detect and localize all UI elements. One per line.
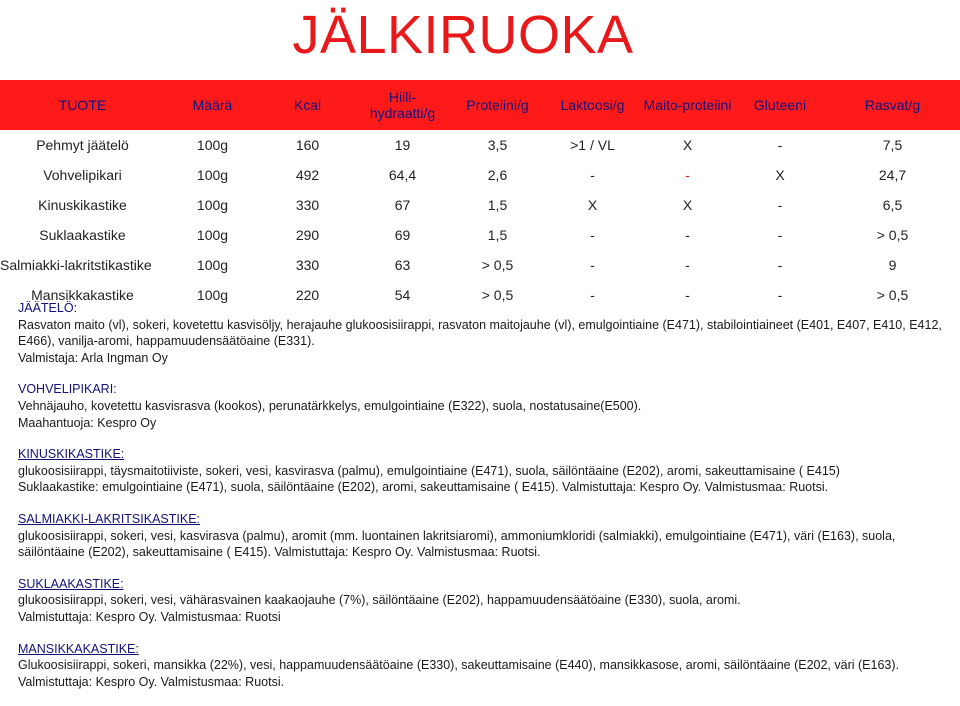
note-heading: JÄÄTELÖ: xyxy=(18,301,78,315)
cell-product: Salmiakki-lakritstikastike xyxy=(0,257,152,273)
header-cell-protein: Proteiini/g xyxy=(450,80,545,130)
cell-gluten: X xyxy=(775,167,785,183)
cell-amount: 100g xyxy=(196,197,229,213)
header-cell-product: TUOTE xyxy=(0,80,165,130)
cell-amount: 100g xyxy=(196,137,229,153)
cell-fat: 7,5 xyxy=(882,137,903,153)
note-text: Maahantuoja: Kespro Oy xyxy=(18,415,157,430)
note-text: Valmistaja: Arla Ingman Oy xyxy=(18,350,168,365)
note-text: Valmistuttaja: Kespro Oy. Valmistusmaa: Ruotsi xyxy=(18,609,281,624)
cell-kcal: 492 xyxy=(295,167,320,183)
note-section-chocolate-sauce xyxy=(18,576,948,626)
cell-carbs: 64,4 xyxy=(388,167,417,183)
cell-fat: > 0,5 xyxy=(876,227,909,243)
cell-fat: 9 xyxy=(888,257,897,273)
note-text: glukoosisiirappi, sokeri, vesi, vähärasvainen kaakaojauhe (7%), säilöntäaine (E202), happamuudensäätöaine (E330), suola, aromi. xyxy=(18,593,741,608)
cell-milk-protein: - xyxy=(685,167,690,183)
cell-amount: 100g xyxy=(196,257,229,273)
note-section-strawberry-sauce xyxy=(18,641,948,691)
note-text: glukoosisiirappi, sokeri, vesi, kasvirasva (palmu), aromit (mm. luontainen lakritsiaromi), ammoniumkloridi (salmiakki), emulgointiaine (E471), väri (E163), suola, säilöntäaine (E202), sakeuttamisaine ( E415). Valmistuttaja: Kespro Oy. Valmistusmaa: Ruotsi. xyxy=(18,528,896,560)
cell-milk-protein: X xyxy=(682,197,693,213)
cell-carbs: 63 xyxy=(394,257,411,273)
note-text: Vehnäjauho, kovetettu kasvisrasva (kookos), perunatärkkelys, emulgointiaine (E322), suola, nostatusaine(E500). xyxy=(18,398,642,413)
header-cell-carbs: Hiili- hydraatti/g xyxy=(355,80,450,130)
table-row xyxy=(0,160,960,190)
header-cell-fat: Rasvat/g xyxy=(825,80,960,130)
cell-kcal: 160 xyxy=(295,137,320,153)
note-heading: SUKLAAKASTIKE: xyxy=(18,576,124,591)
note-heading: SALMIAKKI-LAKRITSIKASTIKE: xyxy=(18,511,201,526)
cell-milk-protein: X xyxy=(682,137,693,153)
note-section-caramel-sauce xyxy=(18,446,948,496)
note-heading: VOHVELIPIKARI: xyxy=(18,382,117,397)
header-cell-amount: Määrä xyxy=(165,80,260,130)
nutrition-table xyxy=(0,80,960,310)
cell-amount: 100g xyxy=(196,227,229,243)
note-text: Valmistuttaja: Kespro Oy. Valmistusmaa: Ruotsi. xyxy=(18,674,285,689)
note-heading: MANSIKKAKASTIKE: xyxy=(18,641,139,656)
note-heading: KINUSKIKASTIKE: xyxy=(18,447,125,462)
cell-kcal: 220 xyxy=(295,287,320,303)
cell-milk-protein: - xyxy=(685,257,690,273)
cell-carbs: 69 xyxy=(394,227,411,243)
cell-gluten: - xyxy=(777,287,783,303)
cell-protein: > 0,5 xyxy=(481,257,514,273)
cell-gluten: - xyxy=(777,227,783,243)
cell-protein: 1,5 xyxy=(487,197,508,213)
cell-kcal: 330 xyxy=(295,257,320,273)
cell-protein: 3,5 xyxy=(487,137,508,153)
note-section-icecream xyxy=(18,300,948,366)
cell-kcal: 330 xyxy=(295,197,320,213)
cell-fat: > 0,5 xyxy=(876,287,909,303)
table-header-row xyxy=(0,80,960,130)
cell-lactose: - xyxy=(590,167,595,183)
cell-product: Mansikkakastike xyxy=(31,287,134,303)
cell-product: Suklaakastike xyxy=(39,227,126,243)
header-cell-lactose: Laktoosi/g xyxy=(545,80,640,130)
cell-amount: 100g xyxy=(196,287,229,303)
cell-product: Vohvelipikari xyxy=(43,167,122,183)
table-row xyxy=(0,130,960,160)
note-section-salmiakki-sauce xyxy=(18,511,948,561)
cell-carbs: 19 xyxy=(394,137,411,153)
cell-fat: 6,5 xyxy=(882,197,903,213)
cell-product: Kinuskikastike xyxy=(38,197,127,213)
cell-lactose: X xyxy=(587,197,598,213)
note-text: Glukoosisiirappi, sokeri, mansikka (22%), vesi, happamuudensäätöaine (E330), sakeuttamisaine (E440), mansikkasose, aromi, säilöntäaine (E202, väri (E163). xyxy=(18,658,899,673)
cell-milk-protein: - xyxy=(685,287,690,303)
cell-protein: 1,5 xyxy=(487,227,508,243)
header-cell-kcal: Kcal xyxy=(260,80,355,130)
ingredient-notes xyxy=(18,300,948,705)
cell-product: Pehmyt jäätelö xyxy=(36,137,129,153)
cell-milk-protein: - xyxy=(685,227,690,243)
cell-lactose: - xyxy=(590,257,595,273)
table-row xyxy=(0,250,960,280)
note-section-waffle-cup xyxy=(18,381,948,431)
cell-lactose: >1 / VL xyxy=(570,137,615,153)
table-row xyxy=(0,220,960,250)
cell-carbs: 54 xyxy=(394,287,411,303)
cell-gluten: - xyxy=(777,137,783,153)
cell-lactose: - xyxy=(590,227,595,243)
cell-kcal: 290 xyxy=(295,227,320,243)
cell-carbs: 67 xyxy=(394,197,411,213)
note-text: Suklaakastike: emulgointiaine (E471), suola, säilöntäaine (E202), aromi, sakeuttamisaine ( E415). Valmistuttaja: Kespro Oy. Valmistusmaa: Ruotsi. xyxy=(18,480,829,495)
note-text: Rasvaton maito (vl), sokeri, kovetettu kasvisöljy, herajauhe glukoosisiirappi, rasvaton maitojauhe (vl), emulgointiaine (E471), stabilointiaineet (E401, E407, E410, E412, E466), vanilja-aromi, happamuudensäätöaine (E331). xyxy=(18,317,942,349)
cell-gluten: - xyxy=(777,257,783,273)
cell-fat: 24,7 xyxy=(878,167,907,183)
cell-protein: 2,6 xyxy=(487,167,508,183)
cell-gluten: - xyxy=(777,197,783,213)
cell-amount: 100g xyxy=(196,167,229,183)
table-row xyxy=(0,190,960,220)
cell-lactose: - xyxy=(590,287,595,303)
page-title: JÄLKIRUOKA xyxy=(292,5,634,65)
cell-protein: > 0,5 xyxy=(481,287,514,303)
header-cell-gluten: Gluteeni xyxy=(735,80,825,130)
note-text: glukoosisiirappi, täysmaitotiiviste, sokeri, vesi, kasvirasva (palmu), emulgointiaine (E471), suola, säilöntäaine (E202), aromi, sakeuttamisaine ( E415) xyxy=(18,463,840,478)
header-cell-milk-protein: Maito-proteiini xyxy=(640,80,735,130)
